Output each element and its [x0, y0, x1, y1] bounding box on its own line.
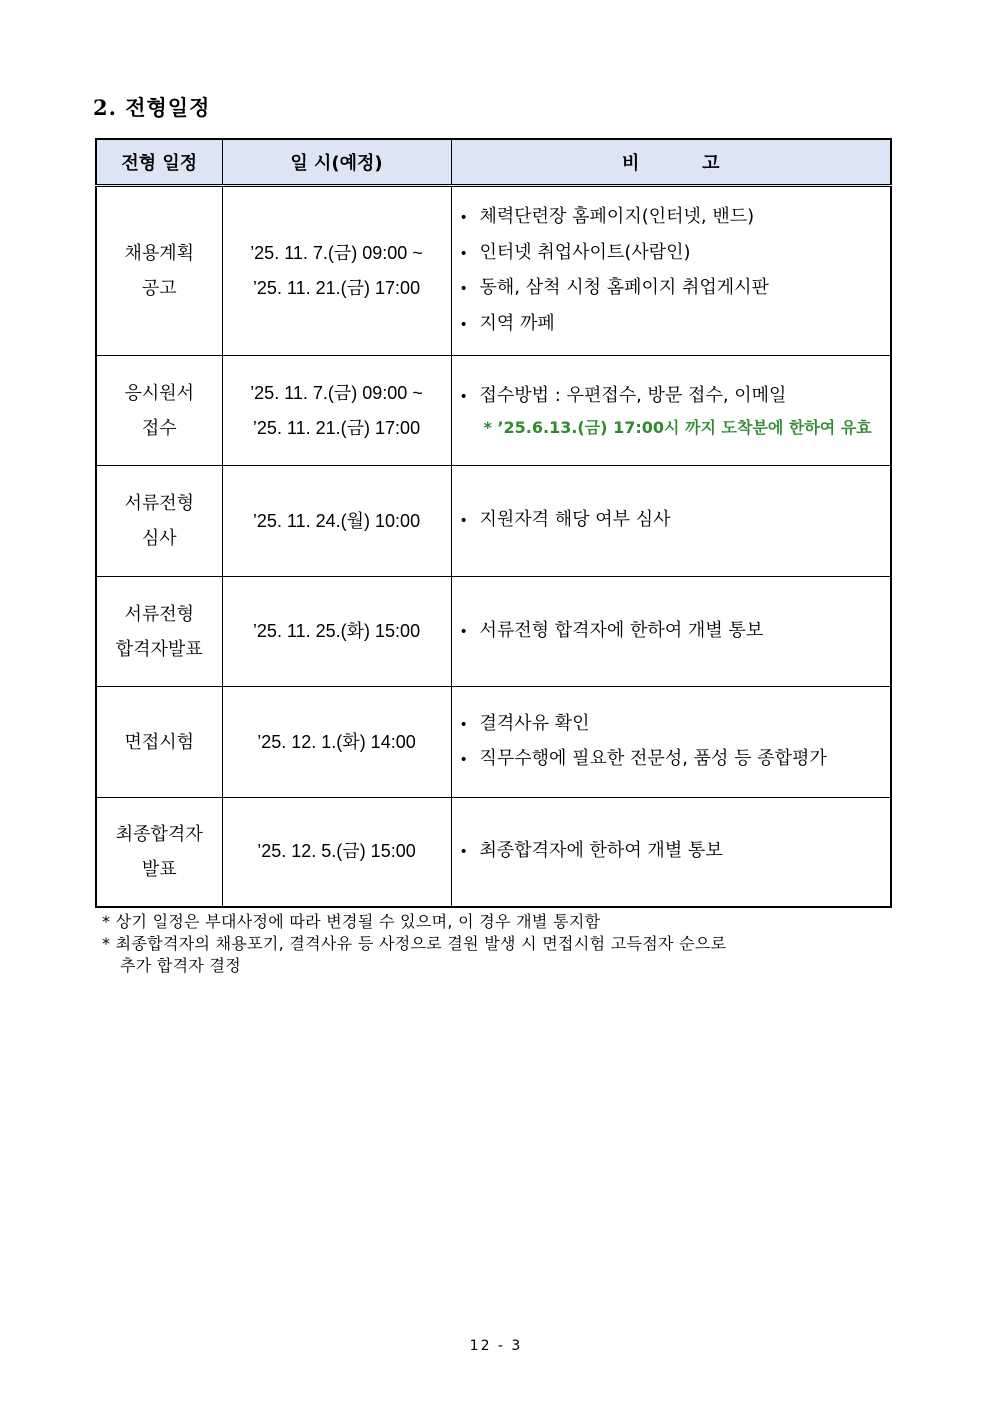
stage-cell — [96, 687, 222, 798]
date-cell — [222, 356, 451, 466]
notes-cell — [451, 798, 891, 907]
stage-line: 최종합격자 — [115, 823, 203, 845]
date-cell — [222, 186, 451, 356]
section-title: 2. 전형일정 — [93, 95, 211, 120]
note-item — [460, 707, 891, 743]
table-row — [96, 798, 891, 907]
bullet-icon: • — [459, 210, 468, 226]
notes-cell — [451, 356, 891, 466]
schedule-table — [95, 138, 892, 908]
table-row — [96, 577, 891, 687]
date-line: ’25. 11. 24.(월) 10:00 — [252, 510, 421, 531]
bullet-icon: • — [459, 844, 468, 860]
date-line: ’25. 11. 7.(금) 09:00 ~ — [250, 243, 423, 263]
table-row — [96, 466, 891, 577]
table-row — [96, 356, 891, 466]
stage-line: 발표 — [141, 858, 177, 880]
notes-cell — [451, 687, 891, 798]
stage-line: 접수 — [141, 417, 177, 439]
stage-line: 심사 — [141, 528, 177, 549]
stage-line: 면접시험 — [124, 731, 195, 753]
table-header-row — [96, 139, 891, 186]
header-date: 일 시(예정) — [222, 139, 451, 186]
notes-cell — [451, 577, 891, 687]
note-item — [460, 614, 891, 650]
bullet-icon: • — [459, 245, 468, 262]
page-number: 12 - 3 — [469, 1338, 523, 1354]
stage-cell — [96, 466, 222, 577]
stage-line: 합격자발표 — [115, 638, 203, 660]
stage-line: 공고 — [141, 278, 177, 299]
date-line: ’25. 11. 25.(화) 15:00 — [252, 621, 421, 641]
footnote: * 최종합격자의 채용포기, 결격사유 등 사정으로 결원 발생 시 면접시험 고득점자 순으로 — [102, 934, 727, 953]
note-item — [460, 742, 891, 778]
stage-line: 서류전형 — [124, 603, 195, 625]
bullet-icon: • — [459, 752, 468, 768]
bullet-icon: • — [459, 388, 468, 405]
stage-line: 서류전형 — [124, 493, 195, 514]
date-line: ’25. 12. 1.(화) 14:00 — [257, 731, 416, 752]
footnote-continuation: 추가 합격자 결정 — [120, 956, 242, 975]
note-item — [460, 834, 891, 870]
date-line: ’25. 11. 21.(금) 17:00 — [252, 278, 421, 298]
note-item — [460, 307, 891, 343]
note-text: 체력단련장 홈페이지(인터넷, 밴드) — [479, 206, 755, 227]
bullet-icon: • — [459, 623, 468, 640]
footnotes — [102, 911, 726, 977]
table-row — [96, 186, 891, 356]
date-cell — [222, 466, 451, 577]
note-text: 결격사유 확인 — [479, 712, 590, 734]
bullet-icon: • — [459, 316, 468, 333]
header-stage: 전형 일정 — [96, 139, 222, 186]
date-line: ’25. 11. 21.(금) 17:00 — [252, 417, 421, 438]
note-text: 접수방법 : 우편접수, 방문 접수, 이메일 — [479, 384, 787, 406]
stage-cell — [96, 356, 222, 466]
footnote: * 상기 일정은 부대사정에 따라 변경될 수 있으며, 이 경우 개별 통지함 — [102, 912, 601, 931]
notes-cell — [451, 186, 891, 356]
note-text: 서류전형 합격자에 한하여 개별 통보 — [479, 619, 764, 641]
table-row — [96, 687, 891, 798]
note-item — [460, 271, 891, 307]
note-text: 지역 까페 — [479, 312, 555, 334]
note-item — [460, 200, 891, 236]
note-text: 최종합격자에 한하여 개별 통보 — [479, 840, 723, 861]
note-item — [460, 503, 891, 539]
note-text: 지원자격 해당 여부 심사 — [479, 509, 671, 531]
highlight-note: * ’25.6.13.(금) 17:00시 까지 도착분에 한하여 유효 — [483, 418, 872, 438]
date-line: ’25. 12. 5.(금) 15:00 — [257, 841, 416, 862]
date-line: ’25. 11. 7.(금) 09:00 ~ — [250, 382, 423, 403]
date-cell — [222, 687, 451, 798]
notes-cell — [451, 466, 891, 577]
note-text: 인터넷 취업사이트(사람인) — [479, 241, 691, 263]
stage-cell — [96, 577, 222, 687]
bullet-icon: • — [459, 716, 468, 733]
note-text: 직무수행에 필요한 전문성, 품성 등 종합평가 — [479, 748, 827, 769]
date-cell — [222, 798, 451, 907]
stage-cell — [96, 186, 222, 356]
note-item — [460, 379, 891, 415]
stage-line: 응시원서 — [124, 382, 195, 404]
stage-cell — [96, 798, 222, 907]
bullet-icon: • — [459, 513, 468, 530]
note-item — [460, 236, 891, 272]
header-notes: 비 고 — [451, 139, 891, 186]
bullet-icon: • — [459, 281, 468, 297]
stage-line: 채용계획 — [124, 243, 195, 264]
date-cell — [222, 577, 451, 687]
note-text: 동해, 삼척 시청 홈페이지 취업게시판 — [479, 277, 769, 298]
